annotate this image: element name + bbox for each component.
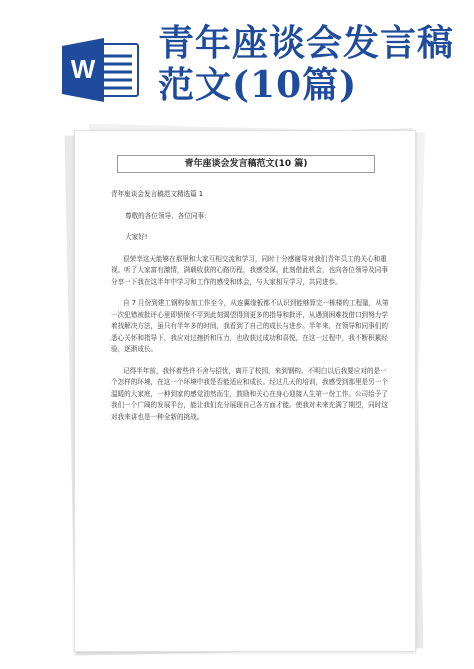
word-icon [62,38,140,102]
paragraph: 记得半年前，我怀着些许不舍与招忧，离开了校园，来到钢构。不明白以后我要应对的是一个怎样的环境，在这一个环境中我是否能适应和成长。经过几天的培训，我感受到那里是另一个温暖的大家庭，一种到家的感觉油然而生，鼓励和关心在身心迎接人生第一份工作。公司给予了我们一个广阔的发展平台，能让我们充分展现自己各方面才能。使我对未来充满了期望，同时这对我来讲也是一种全新的挑战。 [111,366,388,421]
document-page [74,130,416,652]
paragraph: 很荣幸这天能够在那里和大家互相交流和学习，同时十分感谢导对我们青年员工的关心和重视。听了大家富有激情，满载收获的心路历程，我感受深。此刻借此机会，也向各位领导及同事分享一下我在这半年中学习和工作的感受和体会，与大家相互学习，共同进步。 [111,254,388,286]
banner [0,0,474,120]
document-body [111,189,389,433]
document-title: 青年座谈会发言稿范文(10 篇) [117,155,375,173]
salutation: 尊敬的各位领导、各位同事: [125,211,207,220]
svg-text:W: W [70,54,96,84]
paragraph: 自 7 月份到建工钢构参加工作至今，从连翼缘板都不认识到能够算完一栋楼的工程量，从第一次犯错被批评心里即愤愤不平到此刻渴望得到更多的指导和批评，从遇到困难找借口到努力学着找解决方法，虽只有半年多的时间，我看到了自己的成长与进步。半年来，在领导和同事们的悉心关怀和指导下，我应对过挫折和压力，也收获过成功和喜悦，在这一过程中，我不断积累经验，逐渐成长。 [111,299,389,353]
banner-title: 青年座谈会发言稿范文(10篇) [158,22,455,106]
greeting: 大家好! [125,233,148,241]
section-heading: 青年座谈会发言稿范文精选篇 1 [111,190,204,198]
